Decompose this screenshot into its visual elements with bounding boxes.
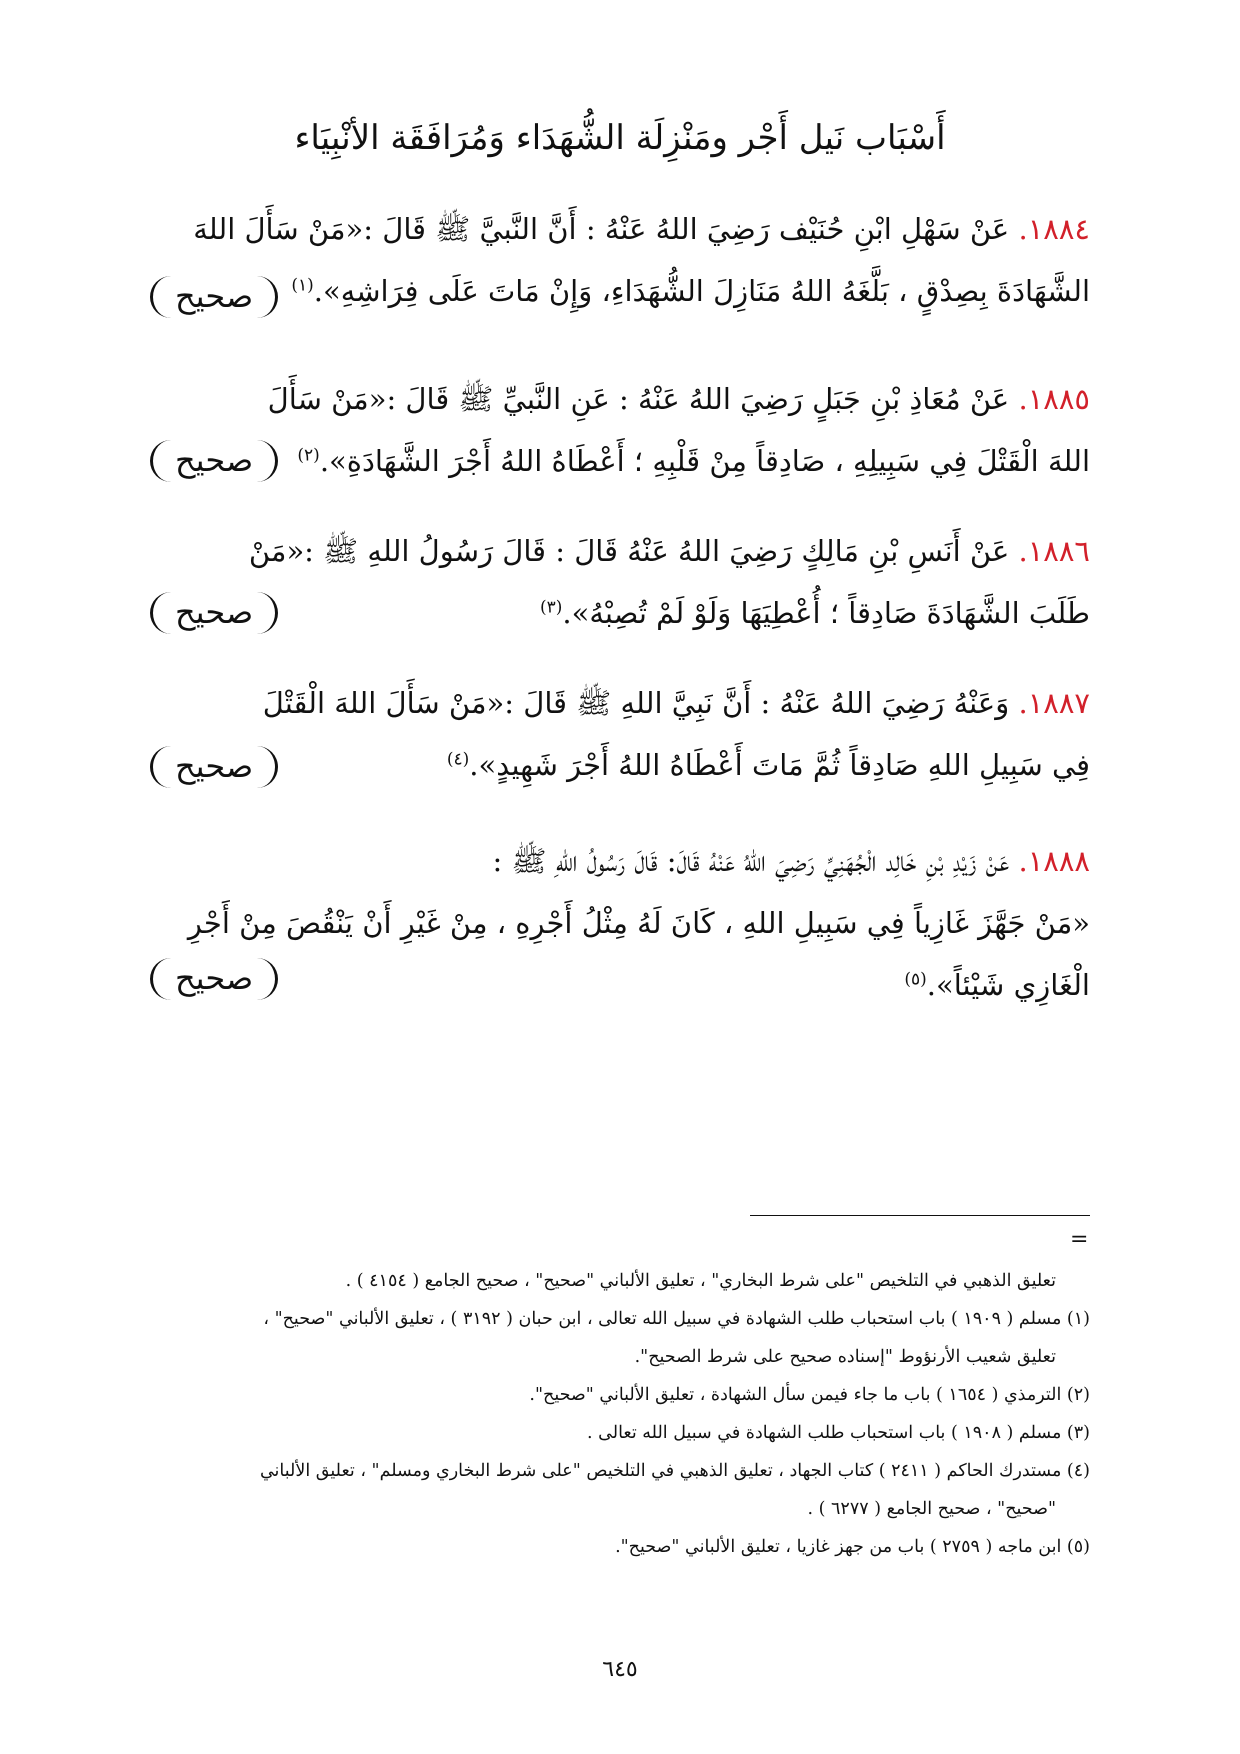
hadith-1887 <box>150 672 1090 796</box>
footnote-4-cont: "صحيح" ، صحيح الجامع ( ٦٢٧٧ ) . <box>807 1499 1056 1519</box>
hadith-line <box>150 368 1090 430</box>
hadith-number: ١٨٨٧. <box>1018 686 1090 720</box>
footnote-4: (٤) مستدرك الحاكم ( ٢٤١١ ) كتاب الجهاد ، تعليق الذهبي في التلخيص "على شرط البخاري ومسلم" ، تعليق الألباني <box>259 1461 1090 1481</box>
footnote-separator <box>750 1215 1090 1216</box>
footnote-ref: (٤) <box>446 749 470 770</box>
hadith-line <box>150 430 1090 492</box>
grade-badge: صحيح <box>150 276 278 318</box>
hadith-line <box>150 830 1090 892</box>
hadith-line <box>150 520 1090 582</box>
hadith-text: وَعَنْهُ رَضِيَ اللهُ عَنْهُ : أَنَّ نَبِيَّ اللهِ ﷺ قَالَ :«مَنْ سَأَلَ اللهَ الْقَتْلَ <box>262 686 1010 720</box>
hadith-text: الْغَازِي شَيْئاً». <box>926 968 1090 1002</box>
hadith-line <box>150 734 1090 796</box>
hadith-1885 <box>150 368 1090 492</box>
hadith-1884 <box>150 198 1090 322</box>
hadith-number: ١٨٨٥. <box>1018 382 1090 416</box>
footnote-ref: (٢) <box>297 445 320 466</box>
footnote-ref: (١) <box>291 275 314 296</box>
footnote-ref: (٣) <box>539 597 563 618</box>
continuation-mark: = <box>1070 1227 1089 1252</box>
footnote-5: (٥) ابن ماجه ( ٢٧٥٩ ) باب من جهز غازيا ، تعليق الألباني "صحيح". <box>615 1537 1090 1557</box>
hadith-line <box>150 672 1090 734</box>
footnote-continuation: تعليق الذهبي في التلخيص "على شرط البخاري" ، تعليق الألباني "صحيح" ، صحيح الجامع ( ٤١٥٤ ) . <box>345 1271 1056 1291</box>
hadith-number: ١٨٨٤. <box>1018 212 1090 246</box>
hadith-line <box>150 198 1090 260</box>
hadith-text: اللهَ الْقَتْلَ فِي سَبِيلِهِ ، صَادِقاً مِنْ قَلْبِهِ ؛ أَعْطَاهُ اللهُ أَجْرَ الشَّهَادَةِ». <box>319 444 1090 478</box>
hadith-text: عَنْ سَهْلِ ابْنِ حُنَيْف رَضِيَ اللهُ عَنْهُ : أَنَّ النَّبيَّ ﷺ قَالَ :«مَنْ سَأَلَ اللهَ <box>193 212 1010 246</box>
hadith-number: ١٨٨٨. <box>1018 844 1090 878</box>
footnote-2: (٢) الترمذي ( ١٦٥٤ ) باب ما جاء فيمن سأل الشهادة ، تعليق الألباني "صحيح". <box>529 1385 1090 1405</box>
hadith-text: عَنْ زَيْدِ بْنِ خَالِد الْجُهَنِيِّ رَضِيَ اللهُ عَنْهُ قَالَ: قَالَ رَسُولُ اللهِ ﷺ : <box>492 844 1010 878</box>
hadith-text: الشَّهَادَةَ بِصِدْقٍ ، بَلَّغَهُ اللهُ مَنَازِلَ الشُّهَدَاءِ، وَإِنْ مَاتَ عَلَى فِرَاشِهِ». <box>313 274 1090 308</box>
hadith-1886 <box>150 520 1090 644</box>
footnote-1: (١) مسلم ( ١٩٠٩ ) باب استحباب طلب الشهادة في سبيل الله تعالى ، ابن حبان ( ٣١٩٢ ) ، تعليق الألباني "صحيح" ، <box>263 1309 1090 1329</box>
hadith-text: «مَنْ جَهَّزَ غَازِياً فِي سَبِيلِ اللهِ ، كَانَ لَهُ مِثْلُ أَجْرِهِ ، مِنْ غَيْرِ أَنْ يَنْقُصَ مِنْ أَجْرِ <box>187 906 1090 940</box>
hadith-line <box>150 582 1090 644</box>
hadith-line <box>150 260 1090 322</box>
footnotes <box>150 1262 1090 1566</box>
grade-badge: صحيح <box>150 958 278 1000</box>
hadith-text: فِي سَبِيلِ اللهِ صَادِقاً ثُمَّ مَاتَ أَعْطَاهُ اللهُ أَجْرَ شَهِيدٍ». <box>469 748 1090 782</box>
page-number: ٦٤٥ <box>602 1657 638 1682</box>
hadith-line <box>150 954 1090 1016</box>
footnote-1-cont: تعليق شعيب الأرنؤوط "إسناده صحيح على شرط الصحيح". <box>634 1347 1056 1367</box>
hadith-text: عَنْ مُعَاذِ بْنِ جَبَلٍ رَضِيَ اللهُ عَنْهُ : عَنِ النَّبيِّ ﷺ قَالَ :«مَنْ سَأَلَ <box>267 382 1010 416</box>
hadith-text: عَنْ أَنَسِ بْنِ مَالِكٍ رَضِيَ اللهُ عَنْهُ قَالَ : قَالَ رَسُولُ اللهِ ﷺ :«مَنْ <box>248 534 1010 568</box>
hadith-text: طَلَبَ الشَّهَادَةَ صَادِقاً ؛ أُعْطِيَهَا وَلَوْ لَمْ تُصِبْهُ». <box>562 596 1090 630</box>
grade-badge: صحيح <box>150 592 278 634</box>
grade-badge: صحيح <box>150 440 278 482</box>
hadith-1888 <box>150 830 1090 1016</box>
chapter-title: أَسْبَاب نَيل أَجْر ومَنْزِلَة الشُّهَدَاء وَمُرَافَقَة الأنْبِيَاء <box>294 118 946 158</box>
hadith-number: ١٨٨٦. <box>1018 534 1090 568</box>
grade-badge: صحيح <box>150 746 278 788</box>
hadith-line <box>150 892 1090 954</box>
footnote-ref: (٥) <box>904 969 927 990</box>
footnote-3: (٣) مسلم ( ١٩٠٨ ) باب استحباب طلب الشهادة في سبيل الله تعالى . <box>587 1423 1090 1443</box>
